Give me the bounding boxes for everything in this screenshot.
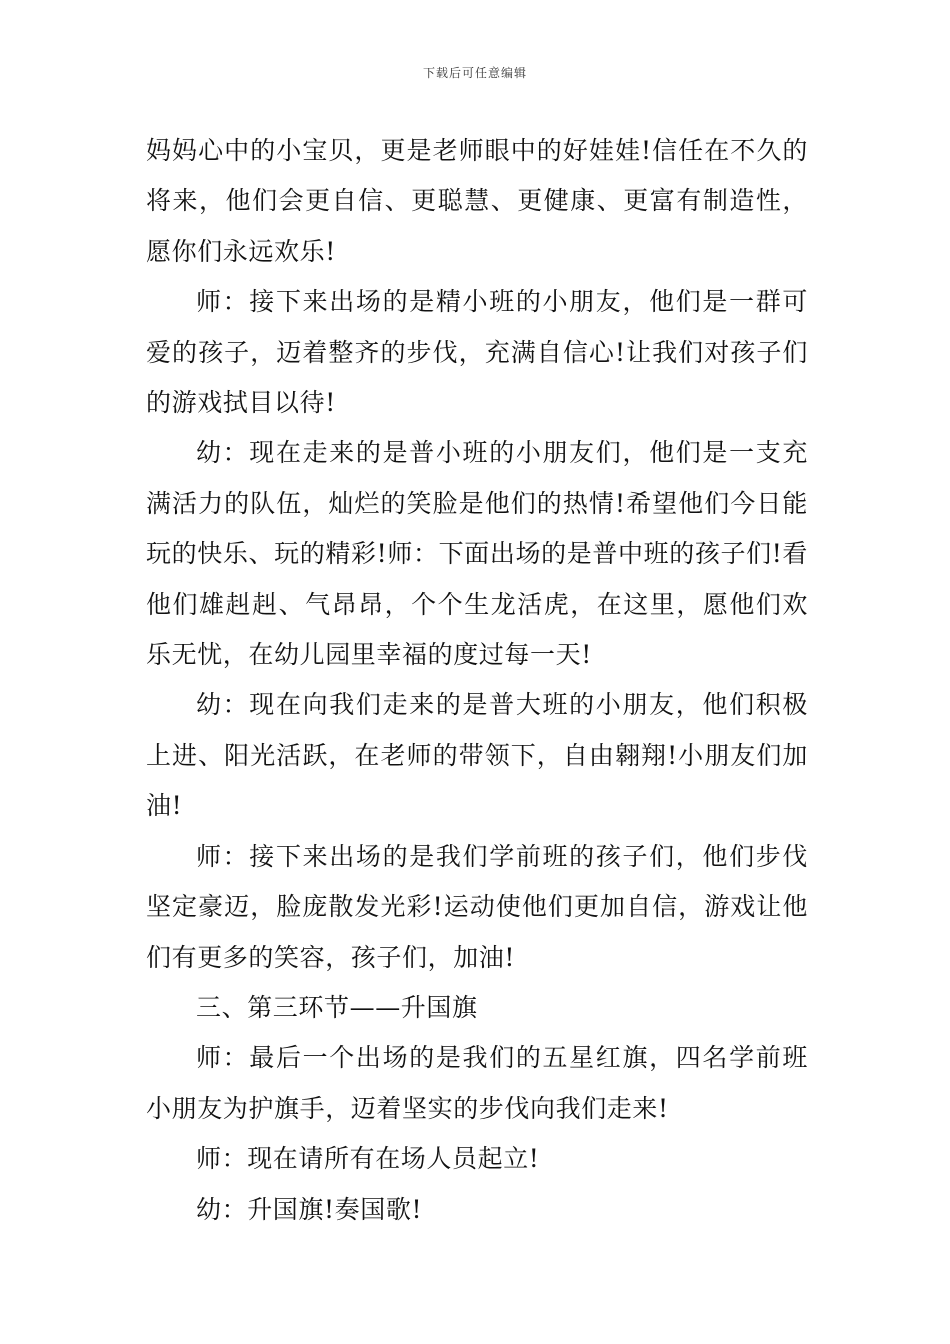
paragraph-1: 妈妈心中的小宝贝，更是老师眼中的好娃娃!信任在不久的将来，他们会更自信、更聪慧、更健康、更富有制造性，愿你们永远欢乐! (146, 136, 808, 266)
page-header: 下载后可任意编辑 (422, 66, 527, 80)
paragraph-8: 幼：升国旗!奏国歌! (196, 1194, 423, 1224)
document-body (146, 126, 808, 1235)
paragraph-3: 幼：现在走来的是普小班的小朋友们，他们是一支充满活力的队伍，灿烂的笑脸是他们的热情!希望他们今日能玩的快乐、玩的精彩!师：下面出场的是普中班的孩子们!看他们雄赳赳、气昂昂，个个生龙活虎，在这里，愿他们欢乐无忧，在幼儿园里幸福的度过每一天! (146, 438, 808, 670)
paragraph-7: 师：现在请所有在场人员起立! (196, 1144, 540, 1174)
paragraph-4: 幼：现在向我们走来的是普大班的小朋友，他们积极上进、阳光活跃，在老师的带领下，自由翱翔!小朋友们加油! (146, 690, 808, 821)
paragraph-2: 师：接下来出场的是精小班的小朋友，他们是一群可爱的孩子，迈着整齐的步伐，充满自信心!让我们对孩子们的游戏拭目以待! (146, 287, 808, 418)
paragraph-6: 师：最后一个出场的是我们的五星红旗，四名学前班小朋友为护旗手，迈着坚实的步伐向我们走来! (146, 1043, 808, 1123)
section-heading: 三、第三环节——升国旗 (196, 992, 478, 1022)
paragraph-5: 师：接下来出场的是我们学前班的孩子们，他们步伐坚定豪迈，脸庞散发光彩!运动使他们更加自信，游戏让他们有更多的笑容，孩子们，加油! (146, 841, 808, 972)
